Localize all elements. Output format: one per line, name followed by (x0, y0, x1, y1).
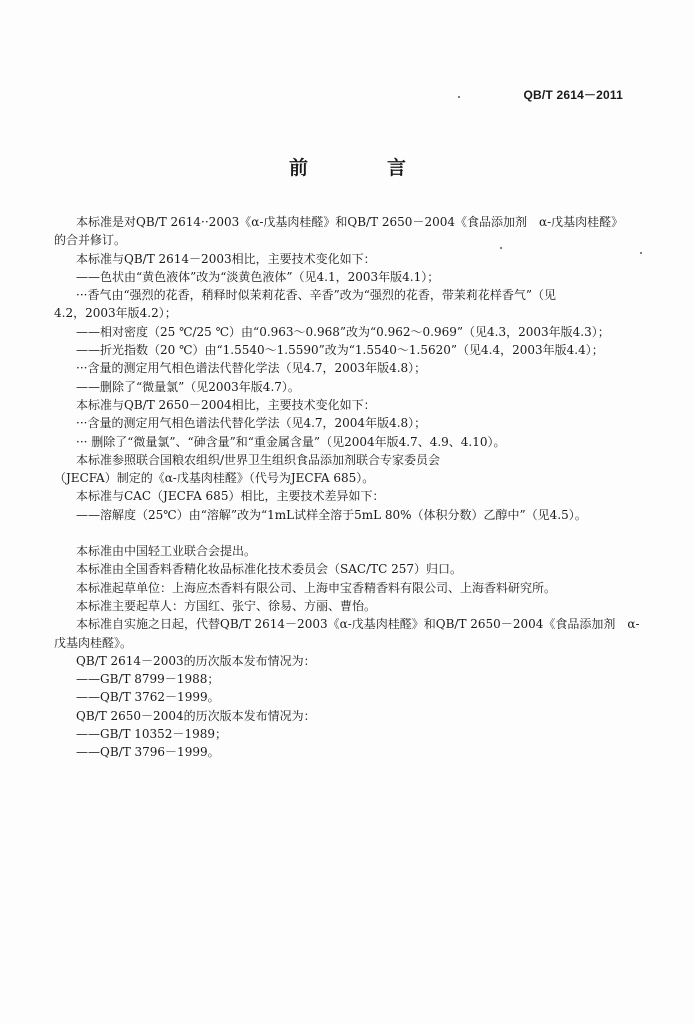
paragraph: 本标准主要起草人：方国红、张宁、徐易、方丽、曹怡。 (76, 598, 377, 613)
paragraph: 本标准自实施之日起，代替QB/T 2614－2003《α-戊基肉桂醛》和QB/T 2650－2004《食品添加剂 α- (76, 617, 640, 632)
list-item: ——QB/T 3762－1999。 (76, 690, 220, 705)
paragraph: 本标准与QB/T 2650－2004相比，主要技术变化如下： (76, 397, 376, 412)
list-item: ——相对密度（25 ℃/25 ℃）由“0.963～0.968”改为“0.962～0.969”（见4.3，2003年版4.3）； (76, 324, 610, 339)
paragraph: 本标准与CAC（JECFA 685）相比，主要技术差异如下： (76, 489, 385, 504)
list-item: ···含量的测定用气相色谱法代替化学法（见4.7，2004年版4.8）； (76, 416, 427, 431)
paragraph: 的合并修订。 (54, 233, 127, 248)
paragraph: 本标准是对QB/T 2614··2003《α-戊基肉桂醛》和QB/T 2650－2004《食品添加剂 α-戊基肉桂醛》 (76, 215, 624, 229)
paragraph: 本标准由全国香料香精化妆品标准化技术委员会（SAC/TC 257）归口。 (76, 562, 463, 577)
list-item: ——QB/T 3796－1999。 (76, 745, 220, 760)
paragraph: 本标准参照联合国粮农组织/世界卫生组织食品添加剂联合专家委员会 (76, 452, 441, 467)
list-item: ——溶解度（25℃）由“溶解”改为“1mL试样全溶于5mL 80%（体积分数）乙醇中”（见4.5）。 (76, 507, 587, 522)
paragraph: QB/T 2650－2004的历次版本发布情况为： (76, 708, 316, 723)
list-item: ——折光指数（20 ℃）由“1.5540～1.5590”改为“1.5540～1.5620”（见4.4，2003年版4.4）； (76, 343, 604, 358)
paragraph-continuation: （JECFA）制定的《α-戊基肉桂醛》（代号为JECFA 685）。 (54, 471, 375, 486)
list-item: ···含量的测定用气相色谱法代替化学法（见4.7，2003年版4.8）； (76, 361, 427, 376)
list-item: ··· 删除了“微量氯”、“砷含量”和“重金属含量”（见2004年版4.7、4.9、4.10）。 (76, 434, 506, 449)
paragraph: QB/T 2614－2003的历次版本发布情况为： (76, 653, 316, 668)
paragraph: 本标准由中国轻工业联合会提出。 (76, 544, 257, 559)
paragraph: 本标准与QB/T 2614－2003相比，主要技术变化如下： (76, 251, 376, 266)
list-item: ——色状由“黄色液体”改为“淡黄色液体”（见4.1，2003年版4.1）； (76, 269, 440, 284)
list-item: ···香气由“强烈的花香，稍释时似茉莉花香、辛香”改为“强烈的花香，带茉莉花样香气”（见 (76, 288, 556, 303)
scan-speck (500, 247, 502, 249)
list-item: ——GB/T 10352－1989； (76, 727, 227, 742)
list-item: ——GB/T 8799－1988； (76, 672, 220, 687)
paragraph-continuation: 戊基肉桂醛》。 (54, 635, 133, 650)
list-item-continuation: 4.2，2003年版4.2）； (54, 306, 177, 321)
scan-speck (458, 96, 460, 98)
paragraph: 本标准起草单位：上海应杰香料有限公司、上海申宝香精香料有限公司、上海香料研究所。 (76, 580, 557, 595)
page-title: 前 言 (288, 157, 436, 179)
foreword-body (54, 213, 640, 762)
scan-speck (640, 252, 642, 254)
standard-code: QB/T 2614－2011 (523, 88, 623, 102)
list-item: ——删除了“微量氯”（见2003年版4.7）。 (76, 379, 300, 394)
